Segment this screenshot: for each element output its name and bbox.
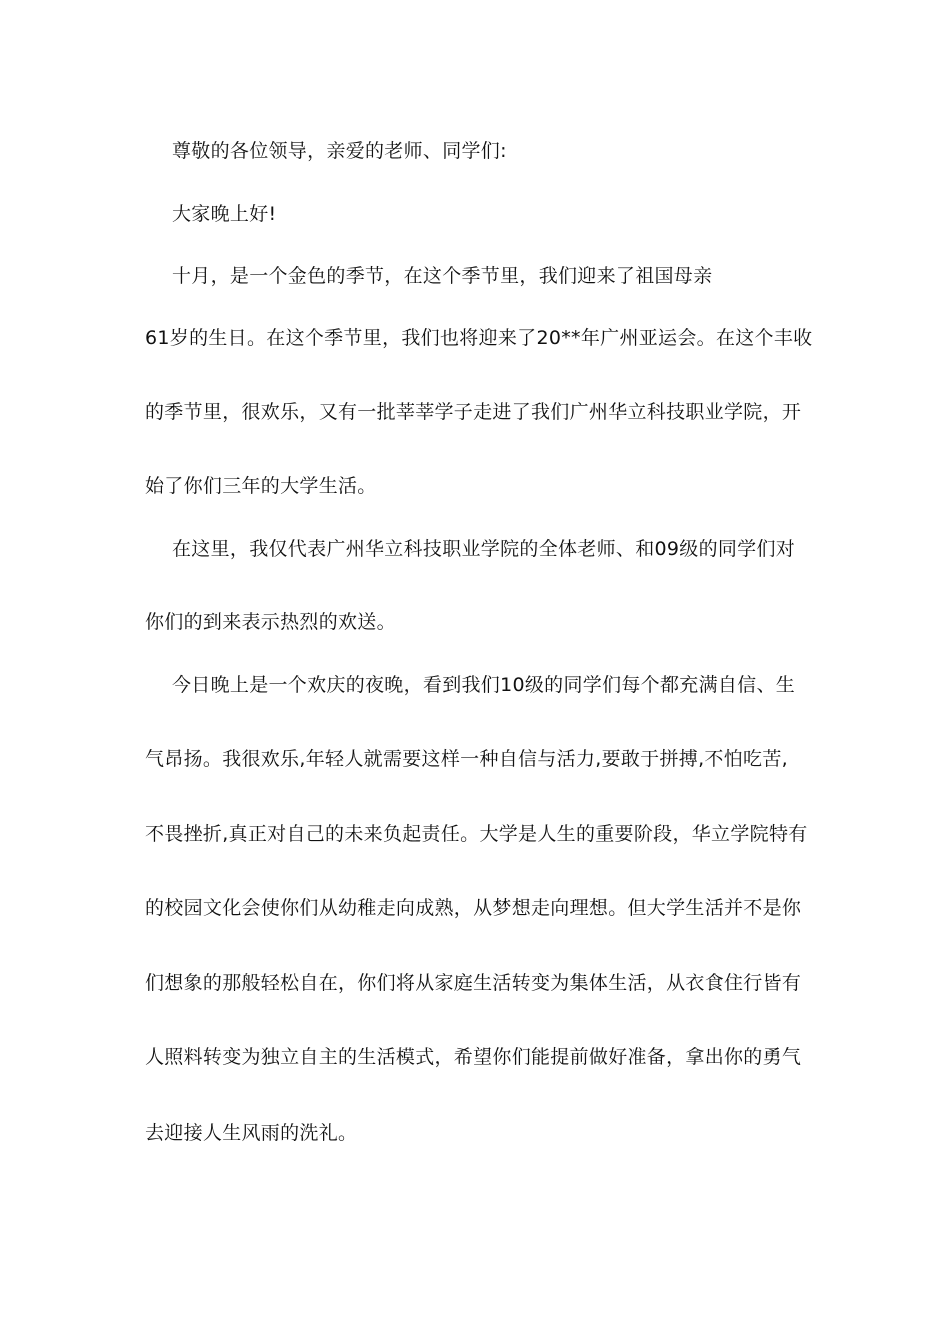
salutation-line: 尊敬的各位领导，亲爱的老师、同学们: [172,140,507,162]
paragraph-3-line-7: 去迎接人生风雨的洗礼。 [145,1122,358,1144]
paragraph-2-line-1: 在这里，我仅代表广州华立科技职业学院的全体老师、和09级的同学们对 [172,538,796,560]
paragraph-3-line-1: 今日晚上是一个欢庆的夜晚，看到我们10级的同学们每个都充满自信、生 [172,674,796,696]
paragraph-2-line-2: 你们的到来表示热烈的欢送。 [145,611,396,633]
paragraph-1-line-1: 十月，是一个金色的季节，在这个季节里，我们迎来了祖国母亲 [172,265,713,287]
paragraph-3-line-2: 气昂扬。我很欢乐,年轻人就需要这样一种自信与活力,要敢于拼搏,不怕吃苦, [145,748,788,770]
greeting-line: 大家晚上好! [172,203,277,225]
paragraph-1-line-4: 始了你们三年的大学生活。 [145,475,377,497]
paragraph-1-line-3: 的季节里，很欢乐，又有一批莘莘学子走进了我们广州华立科技职业学院，开 [145,401,802,423]
paragraph-3-line-6: 人照料转变为独立自主的生活模式，希望你们能提前做好准备，拿出你的勇气 [145,1046,802,1068]
paragraph-3-line-4: 的校园文化会使你们从幼稚走向成熟，从梦想走向理想。但大学生活并不是你 [145,897,802,919]
paragraph-1-line-2: 61岁的生日。在这个季节里，我们也将迎来了20**年广州亚运会。在这个丰收 [145,327,813,349]
paragraph-3-line-5: 们想象的那般轻松自在，你们将从家庭生活转变为集体生活，从衣食住行皆有 [145,972,802,994]
paragraph-3-line-3: 不畏挫折,真正对自己的未来负起责任。大学是人生的重要阶段，华立学院特有 [145,823,808,845]
